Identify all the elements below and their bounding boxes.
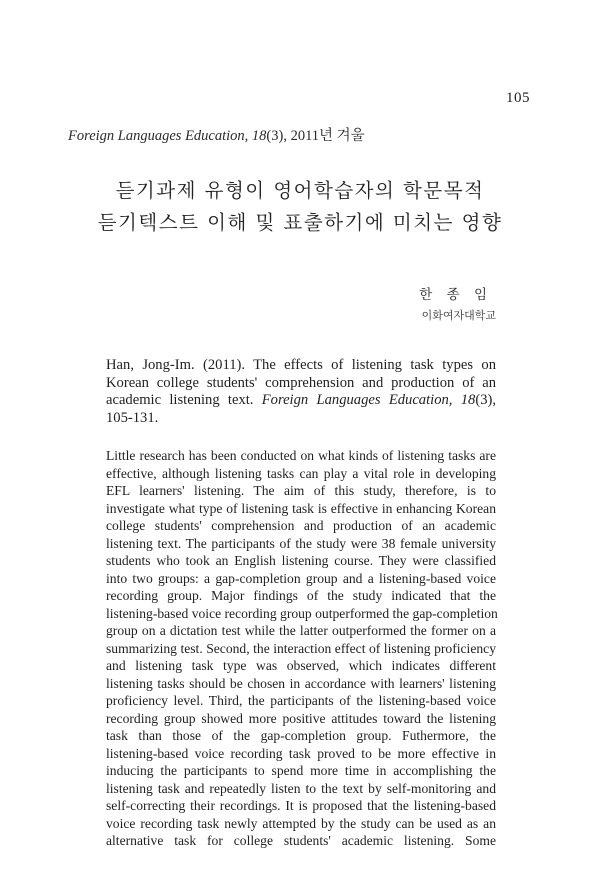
abstract-line: listening task and repeatedly listen to the text by self-monitoring and	[106, 780, 496, 796]
abstract-line: and listening task type was observed, which indicates different	[106, 658, 496, 673]
title-line-2: 듣기텍스트 이해 및 표출하기에 미치는 영향	[97, 211, 503, 234]
abstract-line: recording group. Major findings of the study indicated that the	[106, 588, 496, 603]
abstract-line: effective, although listening tasks can play a vital role in developing	[106, 465, 496, 481]
journal-name: Foreign Languages Education,	[68, 128, 252, 144]
abstract-line: listening-based voice recording task proved to be more effective in	[106, 745, 496, 761]
abstract-line: alternative task for college students' academic listening. Some	[106, 833, 496, 848]
author-name: 한 종 임	[419, 287, 492, 303]
abstract-line: group on a dictation test while the latter outperformed the former on a	[106, 623, 496, 638]
journal-header	[68, 124, 365, 145]
author-affiliation: 이화여자대학교	[421, 309, 496, 322]
article-title	[0, 175, 600, 239]
journal-volume: 18	[251, 128, 267, 144]
journal-issue-year: (3), 2011년 겨울	[266, 128, 365, 144]
citation-text: Han, Jong-Im. (2011). The effects of listening task types on Korean college students' comprehension and production of an academic listening text.	[106, 357, 496, 408]
abstract-line: into two groups: a gap-completion group and a listening-based voice	[106, 570, 496, 586]
abstract-line: students who took an English listening course. They were classified	[106, 553, 496, 568]
abstract-line: Little research has been conducted on what kinds of listening tasks are	[106, 448, 496, 463]
page-number: 105	[506, 90, 530, 106]
abstract-line: summarizing test. Second, the interaction effect of listening proficiency	[106, 640, 496, 656]
author-block	[419, 285, 496, 323]
abstract-line: voice recording task newly attempted by the study can be used as an	[106, 815, 496, 831]
abstract-line: recording group showed more positive attitudes toward the listening	[106, 710, 496, 726]
abstract-line: listening text. The participants of the study were 38 female university	[106, 535, 496, 551]
citation-journal: Foreign Languages Education, 18	[261, 392, 476, 408]
abstract	[106, 447, 496, 850]
abstract-line: EFL learners' listening. The aim of this study, therefore, is to	[106, 483, 496, 498]
abstract-line: inducing the participants to spend more time in accomplishing the	[106, 763, 496, 778]
abstract-line: listening-based voice recording group outperformed the gap-completion	[106, 605, 498, 621]
abstract-line: task than those of the gap-completion group. Futhermore, the	[106, 728, 496, 743]
abstract-line: proficiency level. Third, the participants of the listening-based voice	[106, 693, 496, 708]
abstract-line: college students' comprehension and production of an academic	[106, 518, 496, 533]
abstract-line: investigate what type of listening task is effective in enhancing Korean	[106, 500, 496, 516]
citation	[106, 357, 496, 427]
title-line-1: 듣기과제 유형이 영어학습자의 학문목적	[115, 179, 485, 202]
abstract-line: listening tasks should be chosen in accordance with learners' listening	[106, 675, 496, 691]
abstract-line: self-correcting their recordings. It is proposed that the listening-based	[106, 798, 496, 813]
citation-pages: (3), 105-131.	[106, 392, 496, 426]
